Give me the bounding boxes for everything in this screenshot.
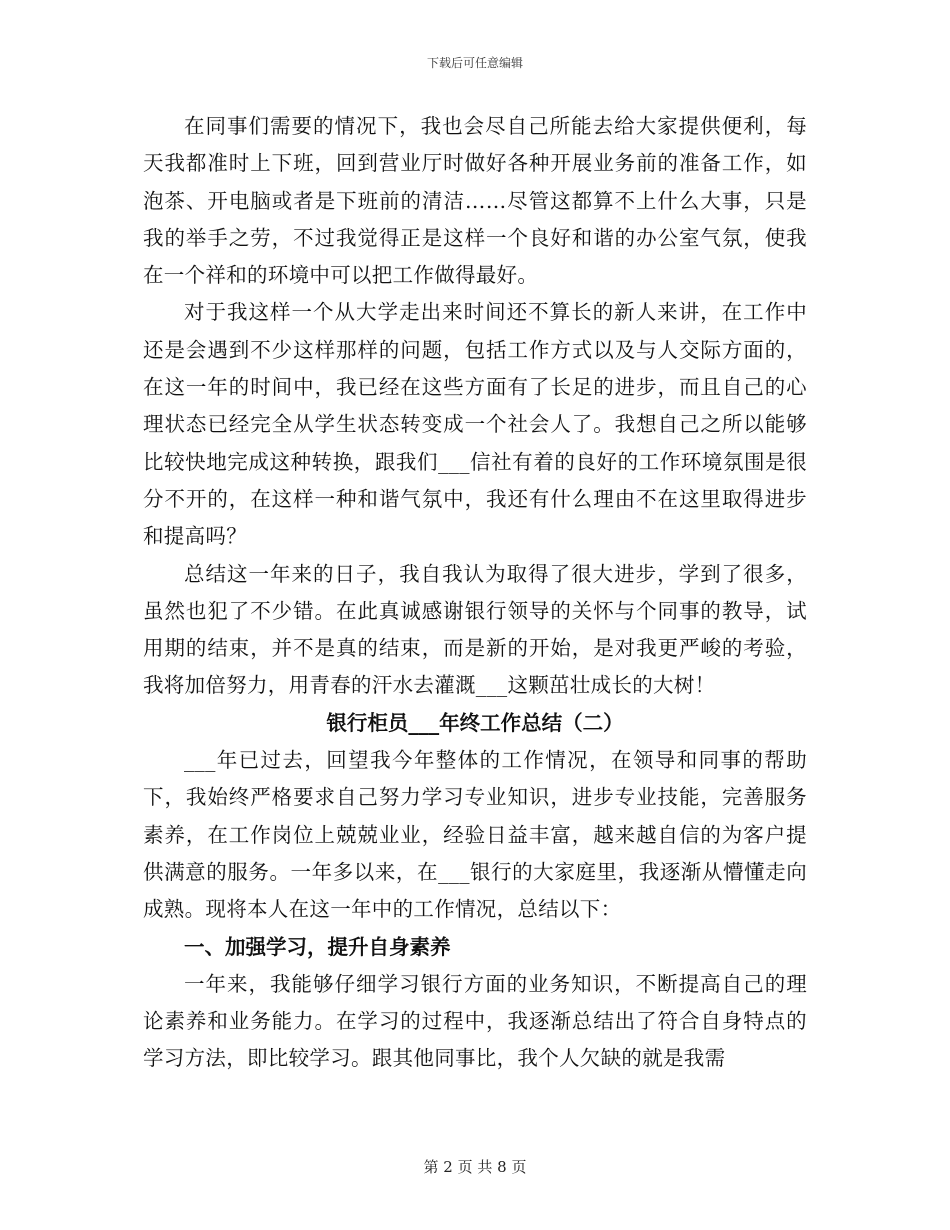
sub-heading: 一、加强学习，提升自身素养 (184, 934, 451, 959)
page-footer: 第 2 页 共 8 页 (423, 1158, 527, 1176)
document-body (143, 108, 807, 1078)
paragraph: 在同事们需要的情况下，我也会尽自己所能去给大家提供便利，每天我都准时上下班，回到营业厅时做好各种开展业务前的准备工作，如泡茶、开电脑或者是下班前的清洁……尽管这都算不上什么大事，只是我的举手之劳，不过我觉得正是这样一个良好和谐的办公室气氛，使我在一个祥和的环境中可以把工作做得最好。 (143, 114, 807, 288)
paragraph: 对于我这样一个从大学走出来时间还不算长的新人来讲，在工作中还是会遇到不少这样那样的问题，包括工作方式以及与人交际方面的，在这一年的时间中，我已经在这些方面有了长足的进步，而且自己的心理状态已经完全从学生状态转变成一个社会人了。我想自己之所以能够比较快地完成这种转换，跟我们___信社有着的良好的工作环境氛围是很分不开的，在这样一种和谐气氛中，我还有什么理由不在这里取得进步和提高吗？ (143, 300, 807, 549)
section-title: 银行柜员___年终工作总结（二） (326, 710, 624, 735)
paragraph: ___年已过去，回望我今年整体的工作情况，在领导和同事的帮助下，我始终严格要求自己努力学习专业知识，进步专业技能，完善服务素养，在工作岗位上兢兢业业，经验日益丰富，越来越自信的为客户提供满意的服务。一年多以来，在___银行的大家庭里，我逐渐从懵懂走向成熟。现将本人在这一年中的工作情况，总结以下： (143, 748, 807, 922)
page-header: 下载后可任意编辑 (426, 56, 523, 70)
paragraph: 一年来，我能够仔细学习银行方面的业务知识，不断提高自己的理论素养和业务能力。在学习的过程中，我逐渐总结出了符合自身特点的学习方法，即比较学习。跟其他同事比，我个人欠缺的就是我需 (143, 971, 807, 1071)
paragraph: 总结这一年来的日子，我自我认为取得了很大进步，学到了很多，虽然也犯了不少错。在此真诚感谢银行领导的关怀与个同事的教导，试用期的结束，并不是真的结束，而是新的开始，是对我更严峻的考验，我将加倍努力，用青春的汗水去灌溉___这颗茁壮成长的大树！ (143, 561, 807, 698)
